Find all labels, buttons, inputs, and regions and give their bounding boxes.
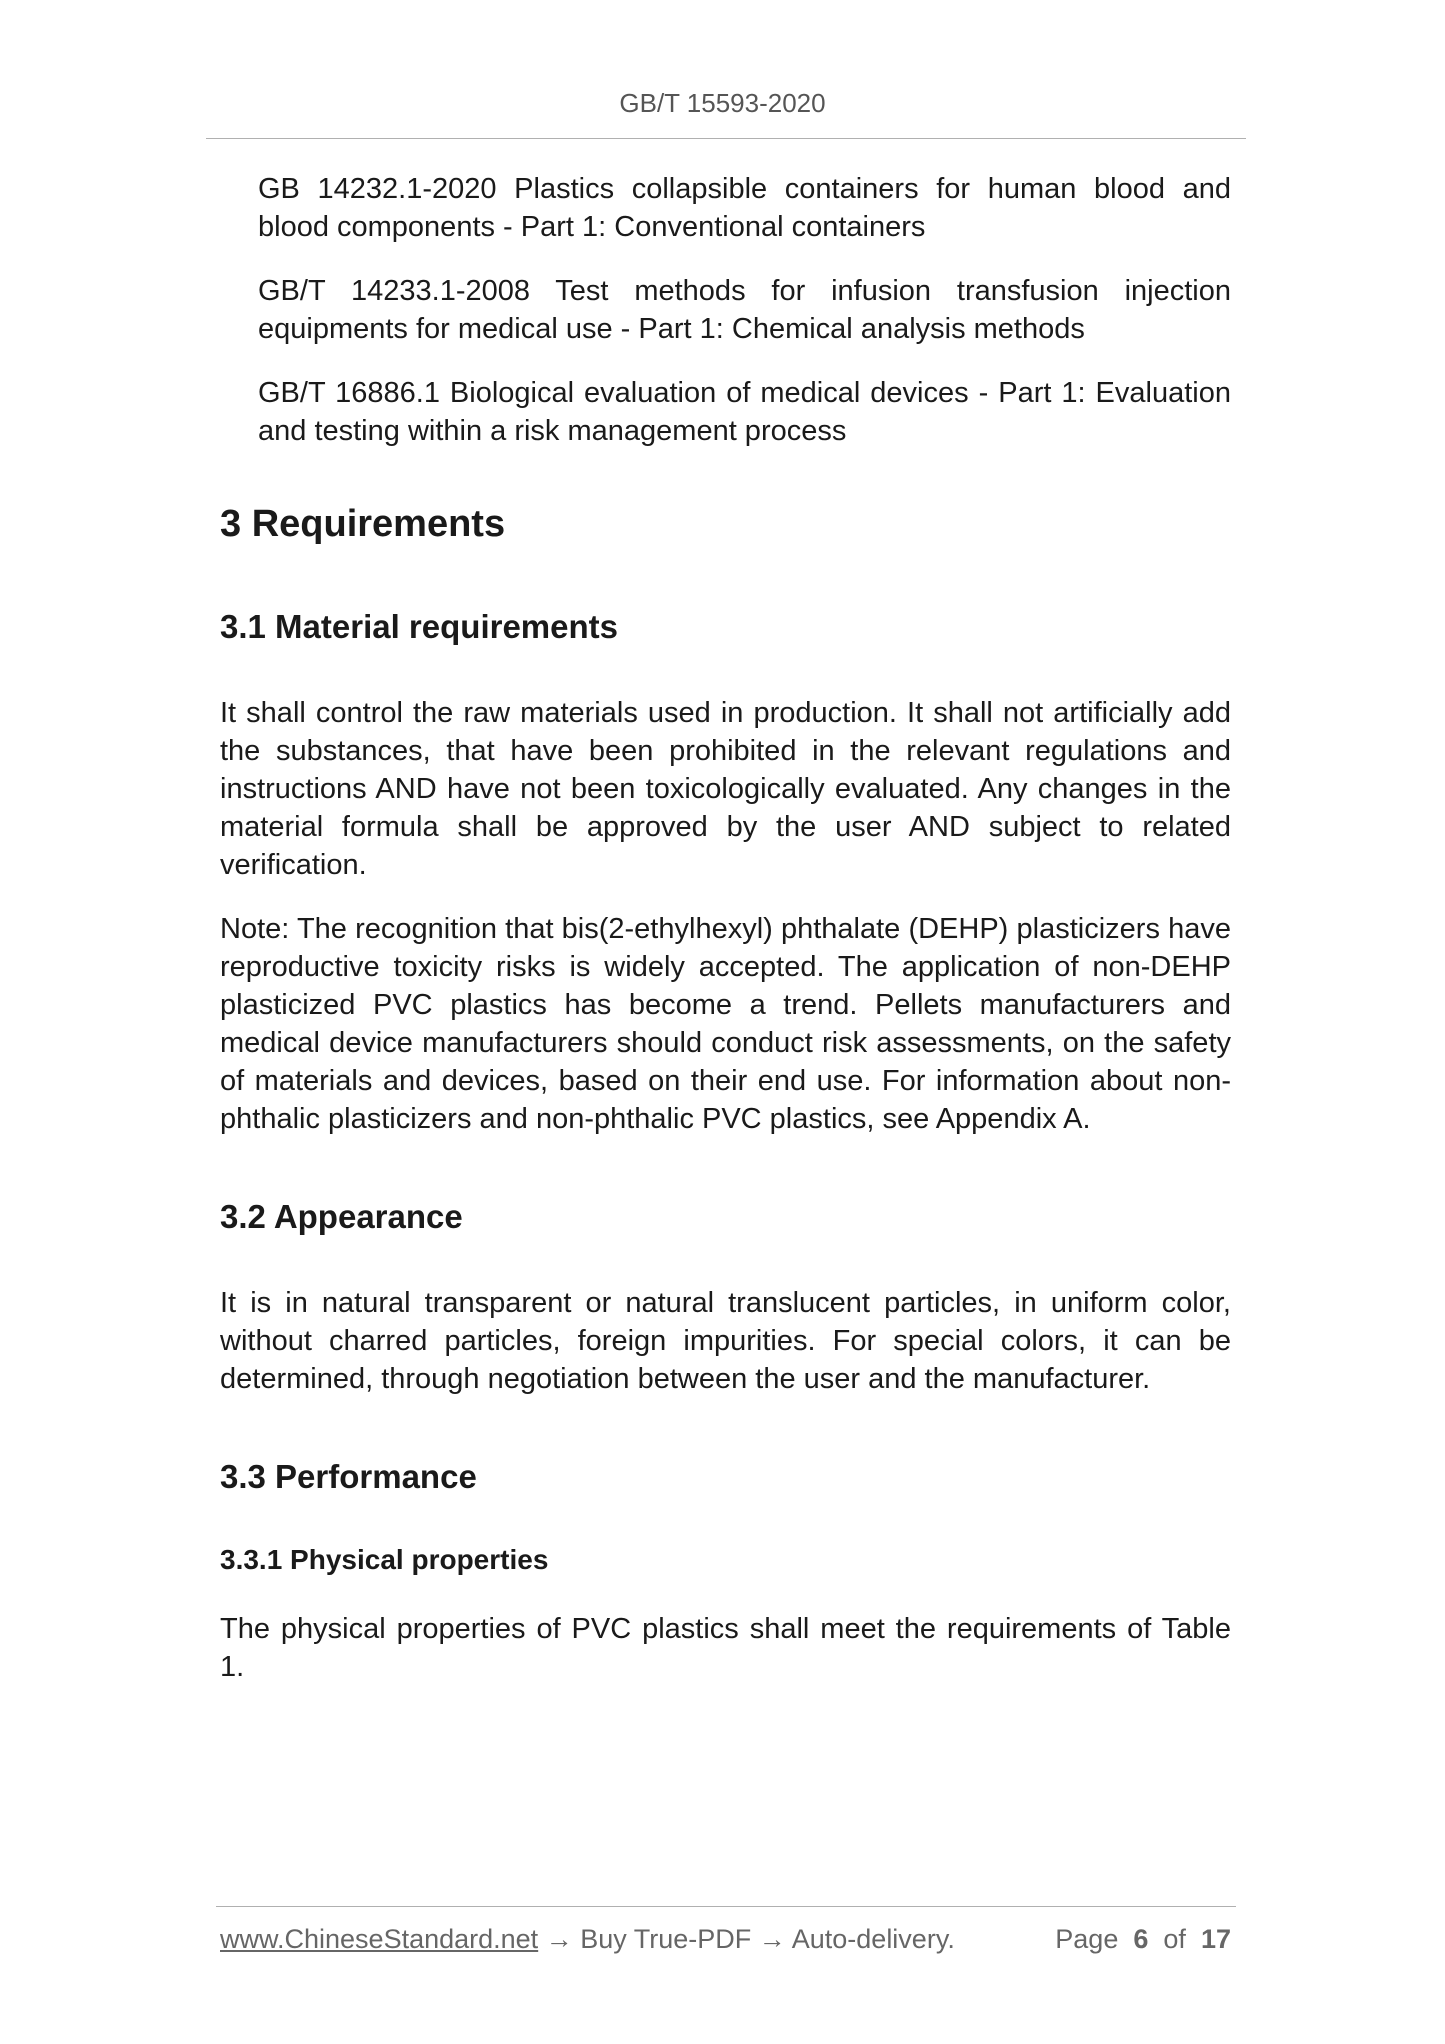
physical-properties-paragraph: The physical properties of PVC plastics shall meet the requirements of Table 1. bbox=[220, 1613, 1231, 1683]
page-label: Page bbox=[1055, 1924, 1119, 1954]
page-total: 17 bbox=[1200, 1924, 1231, 1954]
reference-gbt-16886: GB/T 16886.1 Biological evaluation of medical devices - Part 1: Evaluation and testing within a risk management process bbox=[258, 377, 1231, 447]
page-of-label: of bbox=[1163, 1924, 1186, 1954]
footer-promo-text: → Buy True-PDF → Auto-delivery. bbox=[538, 1924, 955, 1954]
running-header: GB/T 15593-2020 bbox=[619, 88, 826, 118]
page-footer bbox=[220, 1924, 1231, 1955]
page-number bbox=[1055, 1924, 1231, 1955]
section-3-heading: 3 Requirements bbox=[220, 503, 506, 545]
appearance-paragraph: It is in natural transparent or natural translucent particles, in uniform color, without charred particles, foreign impurities. For special colors, it can be determined, through negotiation between the user and the manufacturer. bbox=[220, 1287, 1231, 1395]
material-requirements-paragraph: It shall control the raw materials used in production. It shall not artificially add the substances, that have been prohibited in the relevant regulations and instructions AND have not been toxicologically evaluated. Any changes in the material formula shall be approved by the user AND subject to related verification. bbox=[220, 697, 1231, 881]
footer-divider bbox=[216, 1906, 1236, 1907]
page-current: 6 bbox=[1133, 1924, 1149, 1954]
reference-gb-14232: GB 14232.1-2020 Plastics collapsible containers for human blood and blood components - Part 1: Conventional containers bbox=[258, 173, 1231, 243]
section-3-3-heading: 3.3 Performance bbox=[220, 1458, 477, 1495]
page-content bbox=[220, 170, 1231, 1686]
section-3-1-heading: 3.1 Material requirements bbox=[220, 608, 618, 645]
section-3-3-1-heading: 3.3.1 Physical properties bbox=[220, 1544, 549, 1575]
dehp-note-paragraph: Note: The recognition that bis(2-ethylhexyl) phthalate (DEHP) plasticizers have reproductive toxicity risks is widely accepted. The application of non-DEHP plasticized PVC plastics has become a trend. Pellets manufacturers and medical device manufacturers should conduct risk assessments, on the safety of materials and devices, based on their end use. For information about non-phthalic plasticizers and non-phthalic PVC plastics, see Appendix A. bbox=[220, 913, 1231, 1135]
reference-gbt-14233: GB/T 14233.1-2008 Test methods for infusion transfusion injection equipments for medical use - Part 1: Chemical analysis methods bbox=[258, 275, 1231, 345]
section-3-2-heading: 3.2 Appearance bbox=[220, 1198, 463, 1235]
header-divider bbox=[206, 138, 1246, 139]
site-link[interactable]: www.ChineseStandard.net bbox=[220, 1924, 539, 1954]
